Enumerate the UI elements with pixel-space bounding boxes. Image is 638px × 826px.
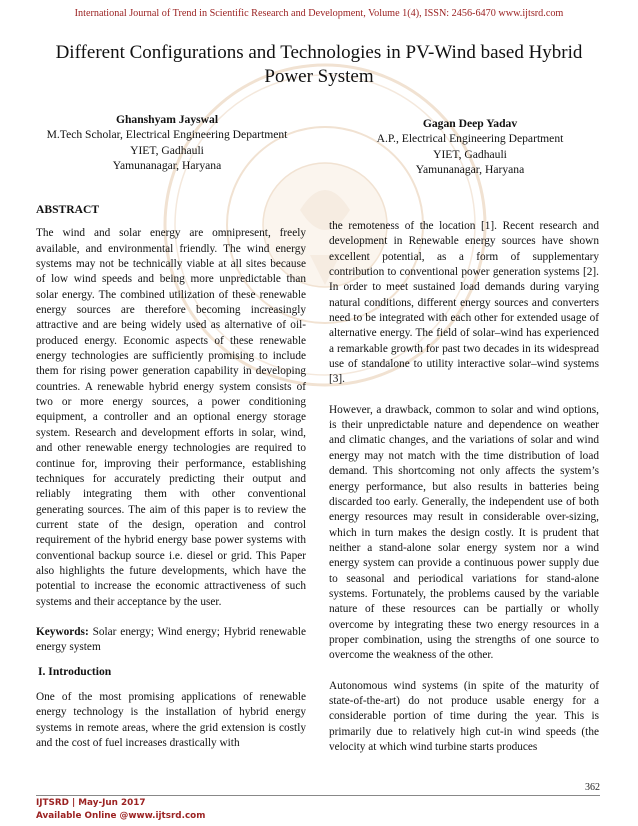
paper-title: Different Configurations and Technologies in PV-Wind based Hybrid Power System [55,42,583,87]
introduction-heading: I. Introduction [38,664,112,678]
body-paragraph: Autonomous wind systems (in spite of the maturity of state-of-the-art) do not produce usable energy for a considerable portion of time during the year. This is primarily due to relatively high cut-in wind speeds (the velocity at which wind turbine starts produces [329,679,599,753]
right-column [329,219,599,755]
left-column [36,202,306,751]
body-paragraph: the remoteness of the location [1]. Recent research and development in Renewable energy sources have shown excellent potential, as a form of supplementary contribution to conventional power generation systems [2]. In order to meet sustained load demands during varying natural conditions, different energy sources and converters need to be integrated with each other for extended usage of alternative energy. The field of solar–wind has experienced a remarkable growth for past two decades in its widespread use of standalone to utility interactive solar–wind systems [3]. [329,220,599,386]
keywords [36,625,306,656]
abstract-heading: ABSTRACT [36,203,100,216]
author-block-2 [320,116,620,177]
author-location: Yamunanagar, Haryana [112,158,222,172]
author-institute: YIET, Gadhauli [433,147,507,161]
author-name: Ghanshyam Jayswal [115,113,219,126]
keywords-label: Keywords: [36,625,89,638]
author-name: Gagan Deep Yadav [422,117,518,130]
footer-divider [36,795,600,796]
page-number: 362 [585,782,600,793]
body-paragraph: However, a drawback, common to solar and wind options, is their unpredictable nature and dependence on weather and climatic changes, and the variations of solar and wind energy may not match with the time distribution of load demand. This shortcoming not only affects the system’s energy performance, but also results in batteries being discarded too early. Generally, the independent use of both energy resources may result in considerable over-sizing, which in turn makes the design costly. It is prudent that neither a stand-alone solar energy system nor a wind energy system can provide a continuous power supply due to seasonal and periodical variations for stand-alone systems. Fortunately, the problems caused by the variable nature of these resources can be partially or wholly overcome by integrating these two energy resources in a proper combination, using the strengths of one source to overcome the weakness of the other. [329,403,599,662]
keywords-text: Solar energy; Wind energy; Hybrid renewable energy system [36,625,306,654]
introduction-paragraph: One of the most promising applications of renewable energy technology is the installation of hybrid energy systems in remote areas, where the grid extension is costly and the cost of fuel increases drastically with [36,690,306,749]
footer-website: Available Online @www.ijtsrd.com [36,811,206,821]
footer [36,797,205,823]
author-role: A.P., Electrical Engineering Department [376,132,564,146]
author-role: M.Tech Scholar, Electrical Engineering Department [46,128,288,142]
journal-header: International Journal of Trend in Scientific Research and Development, Volume 1(4), ISSN: 2456-6470 www.ijtsrd.com [74,8,564,19]
author-block-1 [17,112,317,173]
abstract-text: The wind and solar energy are omnipresent, freely available, and environmental friendly. The wind energy systems may not be technically viable at all sites because of low wind speeds and being more unpredictable than solar energy. The combined utilization of these renewable energy sources are therefore becoming increasingly attractive and are being widely used as alternative of oil-produced energy. Economic aspects of these renewable energy technologies are sufficiently promising to include them for rising power generation capability in developing countries. A renewable hybrid energy system consists of two or more energy sources, a power conditioning equipment, a controller and an optional energy storage system. Research and development efforts in solar, wind, and other renewable energy technologies are required to continue for, improving their performance, establishing techniques for accurately predicting their output and reliably integrating them with other conventional generating sources. The aim of this paper is to review the current state of the design, operation and control requirement of the hybrid energy base power systems with conventional backup source i.e. diesel or grid. This Paper also highlights the future developments, which have the potential to increase the economic attractiveness of such systems and their acceptance by the user. [36,227,306,608]
author-institute: YIET, Gadhauli [130,143,204,157]
author-location: Yamunanagar, Haryana [415,162,525,176]
footer-issue: IJTSRD | May-Jun 2017 [36,798,146,808]
